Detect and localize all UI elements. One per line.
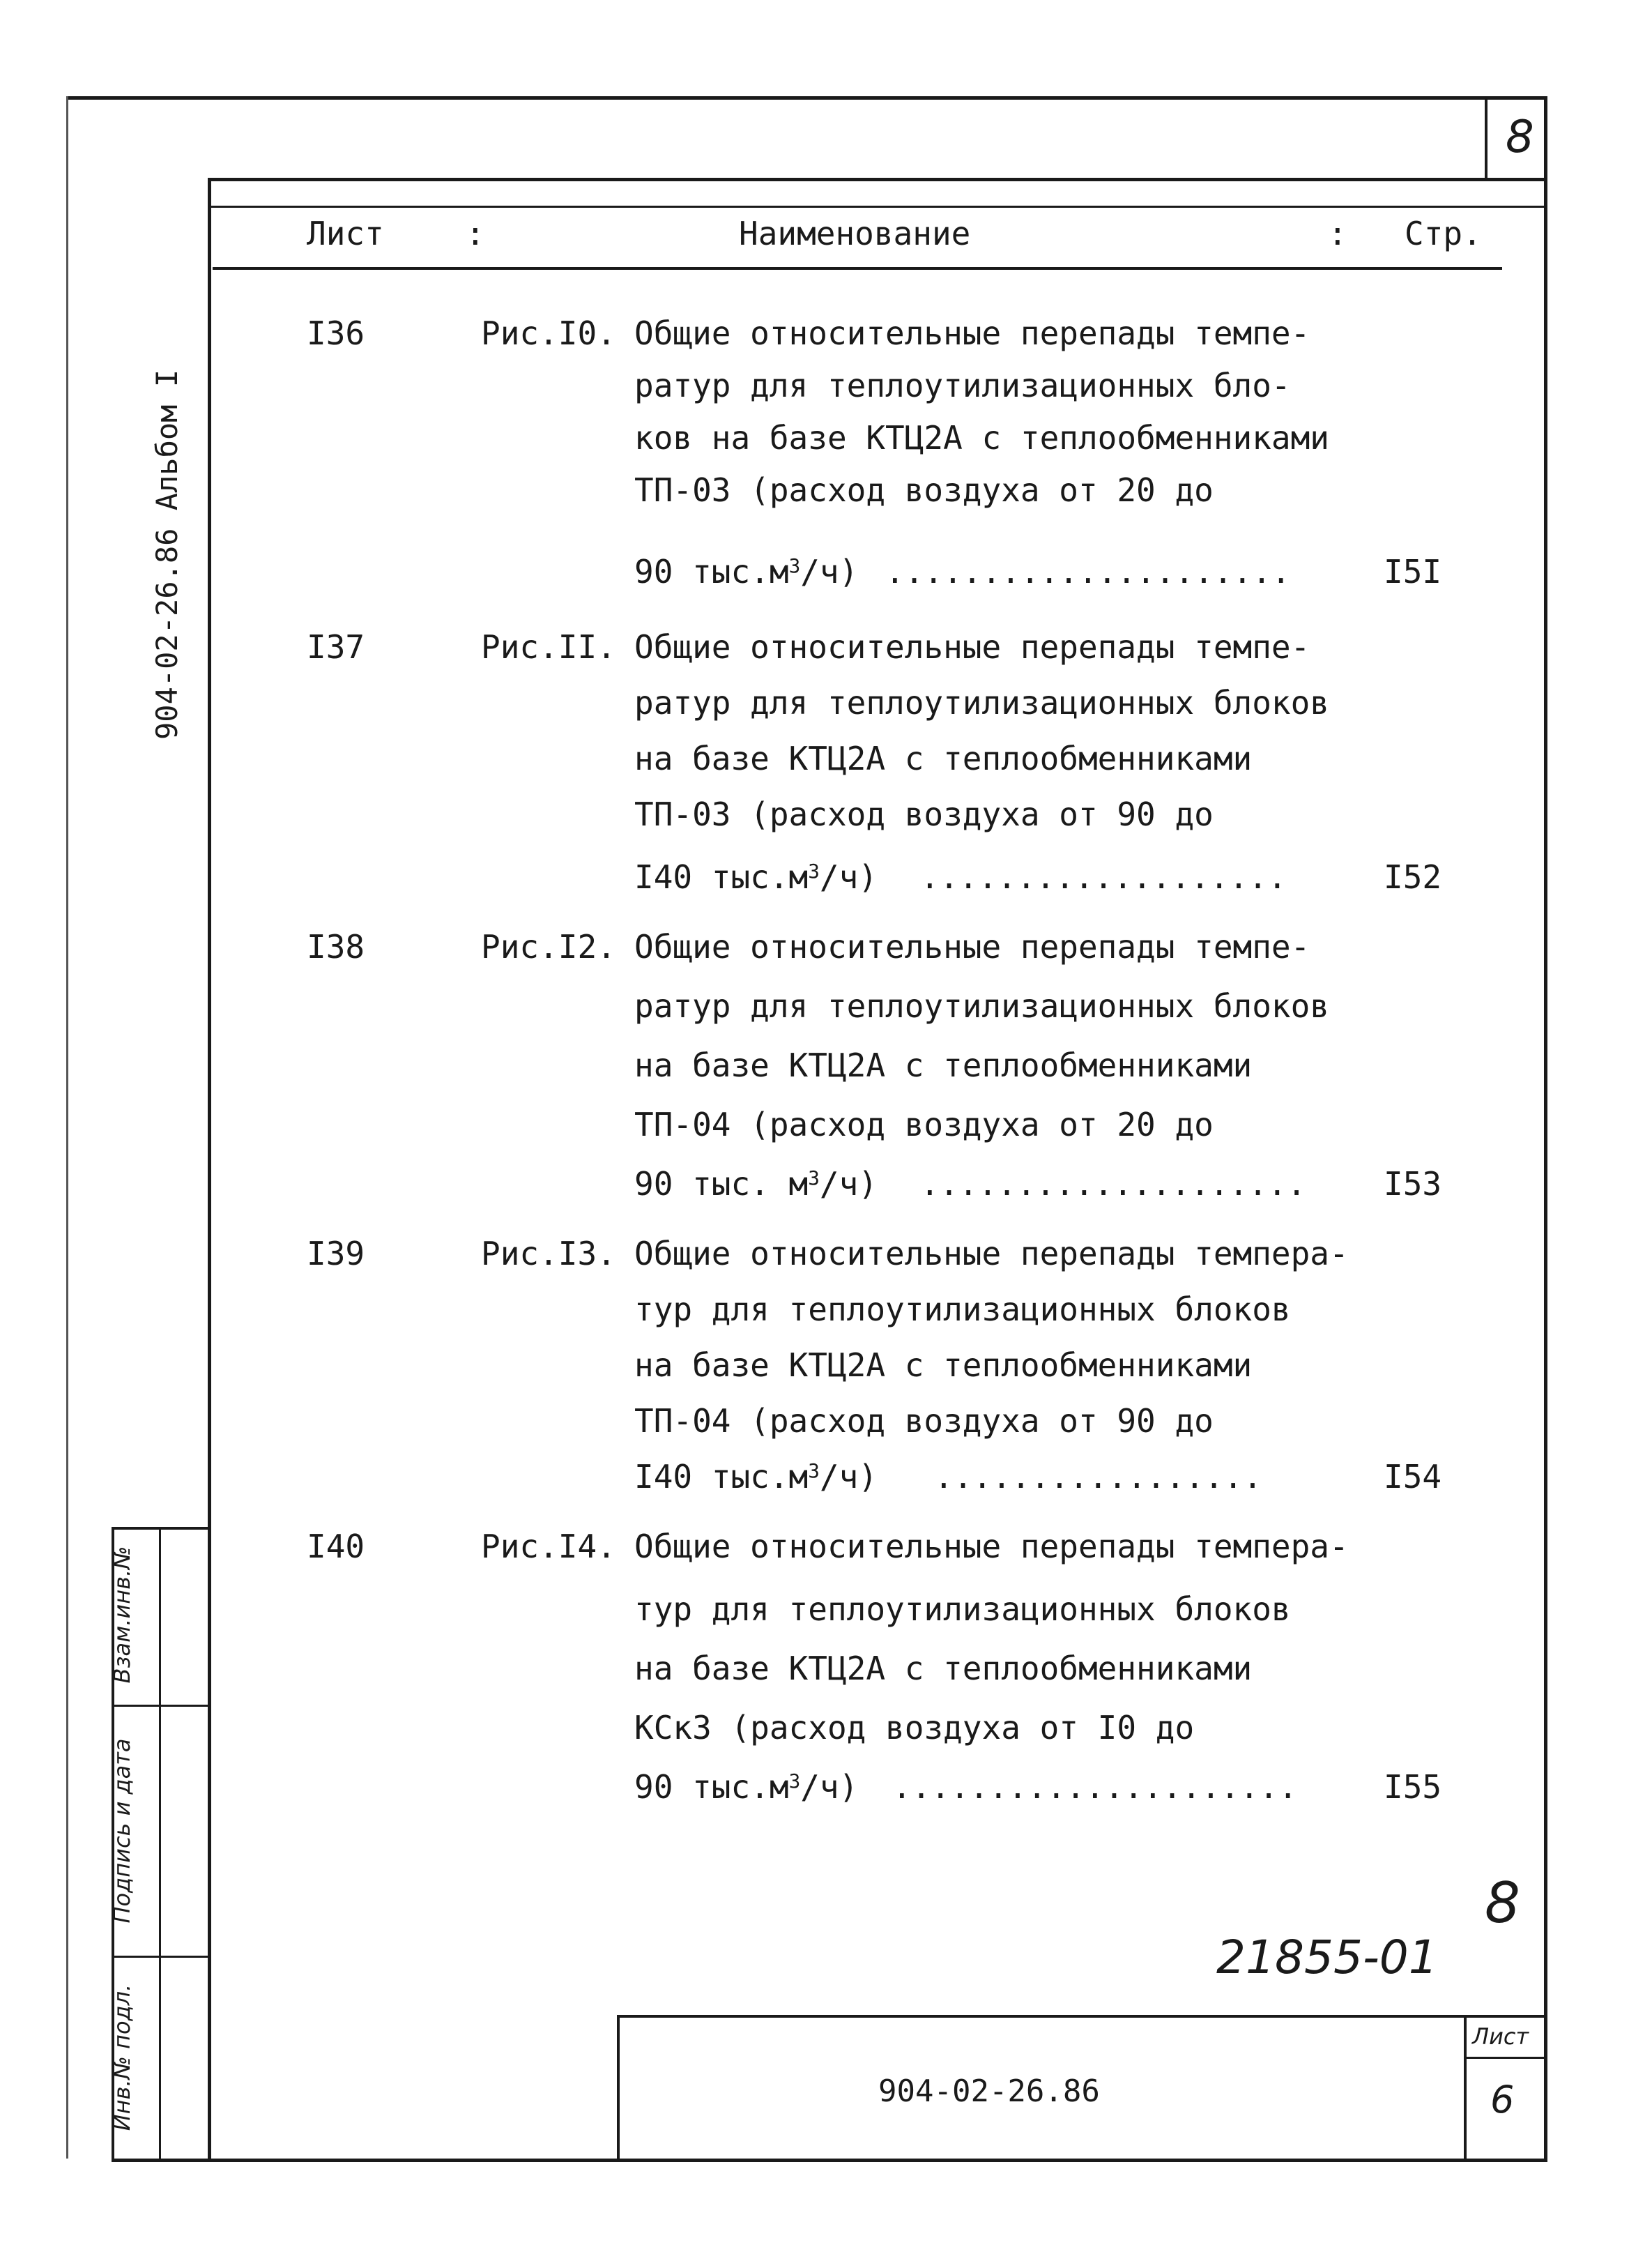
title-line: ратур для теплоутилизационных блоков xyxy=(634,987,1329,1025)
title-line: тур для теплоутилизационных блоков xyxy=(634,1291,1291,1328)
title-line: Общие относительные перепады темпера- xyxy=(634,1528,1349,1565)
figure-ref: Рис.I3. xyxy=(481,1235,616,1272)
sheet-number: I40 xyxy=(307,1528,365,1565)
page-ref: I5I xyxy=(1384,553,1442,591)
title-line: КСк3 (расход воздуха от I0 до xyxy=(634,1709,1195,1746)
title-line: ТП-04 (расход воздуха от 90 до xyxy=(634,1402,1214,1440)
leader-dots: ................... xyxy=(920,858,1287,896)
leader-dots: ................. xyxy=(934,1458,1262,1495)
header-top-rule xyxy=(209,206,1547,208)
margin-label-replacement: Взам.инв.№ xyxy=(109,1546,135,1684)
title-last-text: I40 тыс.м xyxy=(634,858,809,896)
unit-superscript: 3 xyxy=(808,859,820,883)
frame-right-line xyxy=(1544,98,1547,2161)
header-bottom-rule xyxy=(213,267,1502,270)
title-line: тур для теплоутилизационных блоков xyxy=(634,1590,1291,1628)
title-last-tail: /ч) xyxy=(819,858,878,896)
title-block-code: 904-02-26.86 xyxy=(878,2073,1100,2109)
header-sep-1: : xyxy=(466,215,485,252)
title-line: на базе КТЦ2А с теплообменниками xyxy=(634,1047,1253,1084)
unit-superscript: 3 xyxy=(808,1459,820,1482)
unit-superscript: 3 xyxy=(788,554,801,577)
title-last-line xyxy=(634,1458,878,1495)
title-last-line xyxy=(634,858,878,896)
title-last-line xyxy=(634,1768,859,1806)
outer-top-line xyxy=(66,96,1547,100)
title-block-sheet-number: 6 xyxy=(1490,2078,1515,2122)
title-block-sheet-label: Лист xyxy=(1472,2023,1529,2050)
leader-dots: ..................... xyxy=(892,1768,1298,1806)
leader-dots: .................... xyxy=(920,1165,1306,1203)
title-last-line xyxy=(634,1165,878,1203)
title-last-text: 90 тыс.м xyxy=(634,553,789,591)
frame-top-line xyxy=(209,178,1547,181)
title-line: Общие относительные перепады темпе- xyxy=(634,928,1310,966)
header-col-name: Наименование xyxy=(739,215,971,252)
page-ref: I54 xyxy=(1384,1458,1442,1495)
title-block-top xyxy=(617,2015,1547,2018)
handwritten-code: 21855-01 xyxy=(1216,1931,1438,1984)
corner-page-number: 8 xyxy=(1506,112,1534,163)
sheet-number: I36 xyxy=(307,314,365,352)
title-last-text: 90 тыс.м xyxy=(634,1768,789,1806)
side-label: 904-02-26.86 Альбом I xyxy=(150,369,184,740)
title-line: ратур для теплоутилизационных бло- xyxy=(634,367,1291,404)
title-line: ТП-03 (расход воздуха от 90 до xyxy=(634,796,1214,833)
title-line: на базе КТЦ2А с теплообменниками xyxy=(634,1650,1253,1687)
title-line: ТП-03 (расход воздуха от 20 до xyxy=(634,471,1214,509)
header-col-sheet: Лист xyxy=(307,215,384,252)
figure-ref: Рис.I2. xyxy=(481,928,616,966)
sheet-number: I38 xyxy=(307,928,365,966)
title-block-left xyxy=(617,2015,620,2161)
title-last-tail: /ч) xyxy=(819,1458,878,1495)
title-line: на базе КТЦ2А с теплообменниками xyxy=(634,1346,1253,1384)
title-last-tail: /ч) xyxy=(800,1768,859,1806)
margin-label-signature: Подпись и дата xyxy=(109,1738,135,1924)
title-last-text: 90 тыс. м xyxy=(634,1165,809,1203)
frame-left-line xyxy=(208,178,211,2161)
sheet-number: I39 xyxy=(307,1235,365,1272)
title-line: на базе КТЦ2А с теплообменниками xyxy=(634,740,1253,777)
title-line: Общие относительные перепады темпера- xyxy=(634,1235,1349,1272)
title-last-line xyxy=(634,553,859,591)
handwritten-number: 8 xyxy=(1485,1871,1520,1935)
leader-dots: ..................... xyxy=(885,553,1291,591)
page-ref: I55 xyxy=(1384,1768,1442,1806)
unit-superscript: 3 xyxy=(808,1166,820,1189)
margin-stamp-inner xyxy=(159,1527,161,2161)
title-block-divider xyxy=(1464,2015,1467,2161)
margin-stamp-div-2 xyxy=(112,1956,209,1958)
header-col-page: Стр. xyxy=(1405,215,1482,252)
title-last-text: I40 тыс.м xyxy=(634,1458,809,1495)
title-line: ратур для теплоутилизационных блоков xyxy=(634,684,1329,722)
page-ref: I53 xyxy=(1384,1165,1442,1203)
figure-ref: Рис.I4. xyxy=(481,1528,616,1565)
figure-ref: Рис.I0. xyxy=(481,314,616,352)
title-block-sheet-rule xyxy=(1464,2057,1547,2059)
figure-ref: Рис.II. xyxy=(481,628,616,666)
title-line: Общие относительные перепады темпе- xyxy=(634,628,1310,666)
title-last-tail: /ч) xyxy=(800,553,859,591)
title-line: ТП-04 (расход воздуха от 20 до xyxy=(634,1106,1214,1143)
title-line: ков на базе КТЦ2А с теплообменниками xyxy=(634,419,1329,457)
margin-label-inventory: Инв.№ подл. xyxy=(109,1984,135,2131)
page-ref: I52 xyxy=(1384,858,1442,896)
outer-left-line xyxy=(66,96,68,2159)
frame-bottom-line xyxy=(112,2159,1547,2162)
header-sep-2: : xyxy=(1328,215,1347,252)
corner-box-left xyxy=(1485,99,1487,179)
title-last-tail: /ч) xyxy=(819,1165,878,1203)
unit-superscript: 3 xyxy=(788,1769,801,1793)
title-line: Общие относительные перепады темпе- xyxy=(634,314,1310,352)
sheet-number: I37 xyxy=(307,628,365,666)
